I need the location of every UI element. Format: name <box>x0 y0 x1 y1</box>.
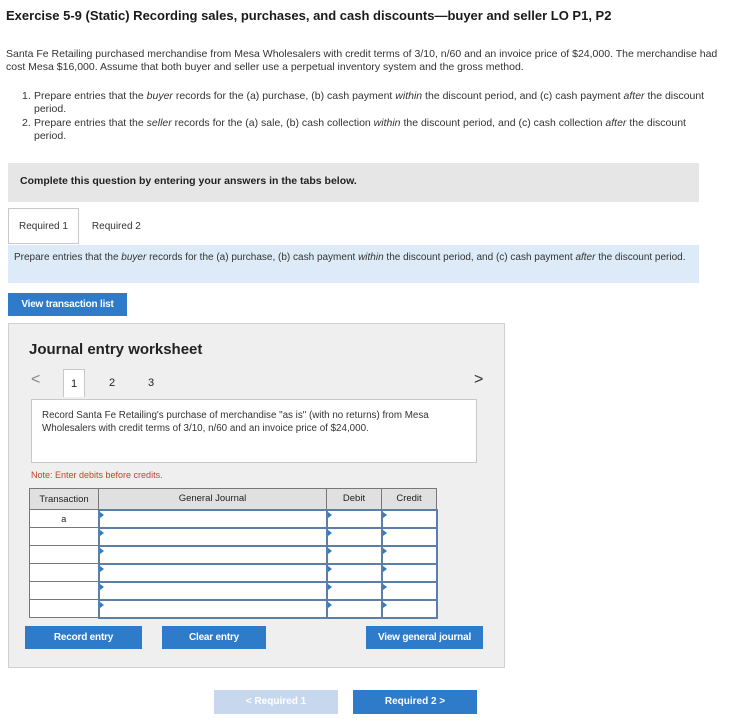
credit-field[interactable] <box>383 565 436 581</box>
banner-text: Complete this question by entering your answers in the tabs below. <box>20 175 357 187</box>
account-input[interactable] <box>99 582 327 600</box>
credit-input[interactable] <box>382 546 437 564</box>
credit-field[interactable] <box>383 511 436 527</box>
account-field[interactable] <box>100 547 326 563</box>
account-field[interactable] <box>100 565 326 581</box>
clear-entry-button[interactable]: Clear entry <box>162 626 266 649</box>
debit-input[interactable] <box>327 528 382 546</box>
col-general-journal: General Journal <box>99 489 327 510</box>
credit-field[interactable] <box>383 601 436 617</box>
transaction-cell <box>30 600 99 618</box>
worksheet-pager <box>9 369 506 397</box>
credit-input[interactable] <box>382 564 437 582</box>
account-input[interactable] <box>99 510 327 528</box>
worksheet-title: Journal entry worksheet <box>29 341 203 358</box>
col-credit: Credit <box>382 489 437 510</box>
credit-input[interactable] <box>382 600 437 618</box>
col-debit: Debit <box>327 489 382 510</box>
chevron-right-icon[interactable]: > <box>474 371 484 388</box>
transaction-cell <box>30 582 99 600</box>
account-input[interactable] <box>99 546 327 564</box>
chevron-left-icon[interactable]: < <box>31 371 41 388</box>
page-2[interactable]: 2 <box>108 377 116 389</box>
table-row <box>30 564 437 582</box>
journal-table <box>29 488 438 619</box>
intro-text: Santa Fe Retailing purchased merchandise from Mesa Wholesalers with credit terms of 3/10, n/60 and an invoice price of $24,000. The merchandise had cost Mesa $16,000. Assume that both buyer and seller use a perpetual inventory system and the gross method. <box>6 48 718 73</box>
page-3[interactable]: 3 <box>147 377 155 389</box>
debit-input[interactable] <box>327 564 382 582</box>
debit-input[interactable] <box>327 510 382 528</box>
step-item: 2. Prepare entries that the seller records for the (a) sale, (b) cash collection within the discount period, and (c) cash collection after the discount period. <box>22 117 686 142</box>
table-row <box>30 510 437 528</box>
credit-field[interactable] <box>383 529 436 545</box>
tab-bar <box>8 208 154 246</box>
debit-field[interactable] <box>328 601 381 617</box>
debit-field[interactable] <box>328 547 381 563</box>
table-row <box>30 582 437 600</box>
tab-required-2[interactable]: Required 2 <box>81 208 152 244</box>
transaction-cell <box>30 546 99 564</box>
view-general-journal-button[interactable]: View general journal <box>366 626 483 649</box>
debit-credit-note: Note: Enter debits before credits. <box>31 470 163 480</box>
credit-input[interactable] <box>382 528 437 546</box>
instructions-banner <box>8 163 699 202</box>
table-row <box>30 600 437 618</box>
transaction-cell <box>30 564 99 582</box>
account-input[interactable] <box>99 528 327 546</box>
task-description: Record Santa Fe Retailing's purchase of merchandise "as is" (with no returns) from Mesa Wholesalers with credit terms of 3/10, n/60 and an invoice price of $24,000. <box>31 399 477 463</box>
credit-input[interactable] <box>382 582 437 600</box>
prev-required-button[interactable]: < Required 1 <box>214 690 338 714</box>
transaction-cell: a <box>30 510 99 528</box>
account-field[interactable] <box>100 601 326 617</box>
table-row <box>30 528 437 546</box>
account-field[interactable] <box>100 511 326 527</box>
debit-field[interactable] <box>328 583 381 599</box>
page-1[interactable]: 1 <box>63 369 85 397</box>
debit-field[interactable] <box>328 565 381 581</box>
debit-input[interactable] <box>327 582 382 600</box>
debit-input[interactable] <box>327 546 382 564</box>
account-field[interactable] <box>100 529 326 545</box>
tab-instruction: Prepare entries that the buyer records for the (a) purchase, (b) cash payment within the discount period, and (c) cash payment after the discount period. <box>8 245 699 283</box>
account-input[interactable] <box>99 600 327 618</box>
credit-input[interactable] <box>382 510 437 528</box>
tab-required-1[interactable]: Required 1 <box>8 208 79 244</box>
next-required-button[interactable]: Required 2 > <box>353 690 477 714</box>
step-item: 1. Prepare entries that the buyer records for the (a) purchase, (b) cash payment within the discount period, and (c) cash payment after the discount period. <box>22 90 705 115</box>
credit-field[interactable] <box>383 583 436 599</box>
table-row <box>30 546 437 564</box>
transaction-cell <box>30 528 99 546</box>
debit-field[interactable] <box>328 511 381 527</box>
record-entry-button[interactable]: Record entry <box>25 626 142 649</box>
credit-field[interactable] <box>383 547 436 563</box>
view-transaction-list-button[interactable]: View transaction list <box>8 293 127 316</box>
debit-input[interactable] <box>327 600 382 618</box>
step-list <box>22 90 712 144</box>
journal-entry-worksheet <box>8 323 505 668</box>
col-transaction: Transaction <box>30 489 99 510</box>
account-field[interactable] <box>100 583 326 599</box>
account-input[interactable] <box>99 564 327 582</box>
exercise-title: Exercise 5-9 (Static) Recording sales, purchases, and cash discounts—buyer and seller LO P1, P2 <box>6 8 612 23</box>
debit-field[interactable] <box>328 529 381 545</box>
